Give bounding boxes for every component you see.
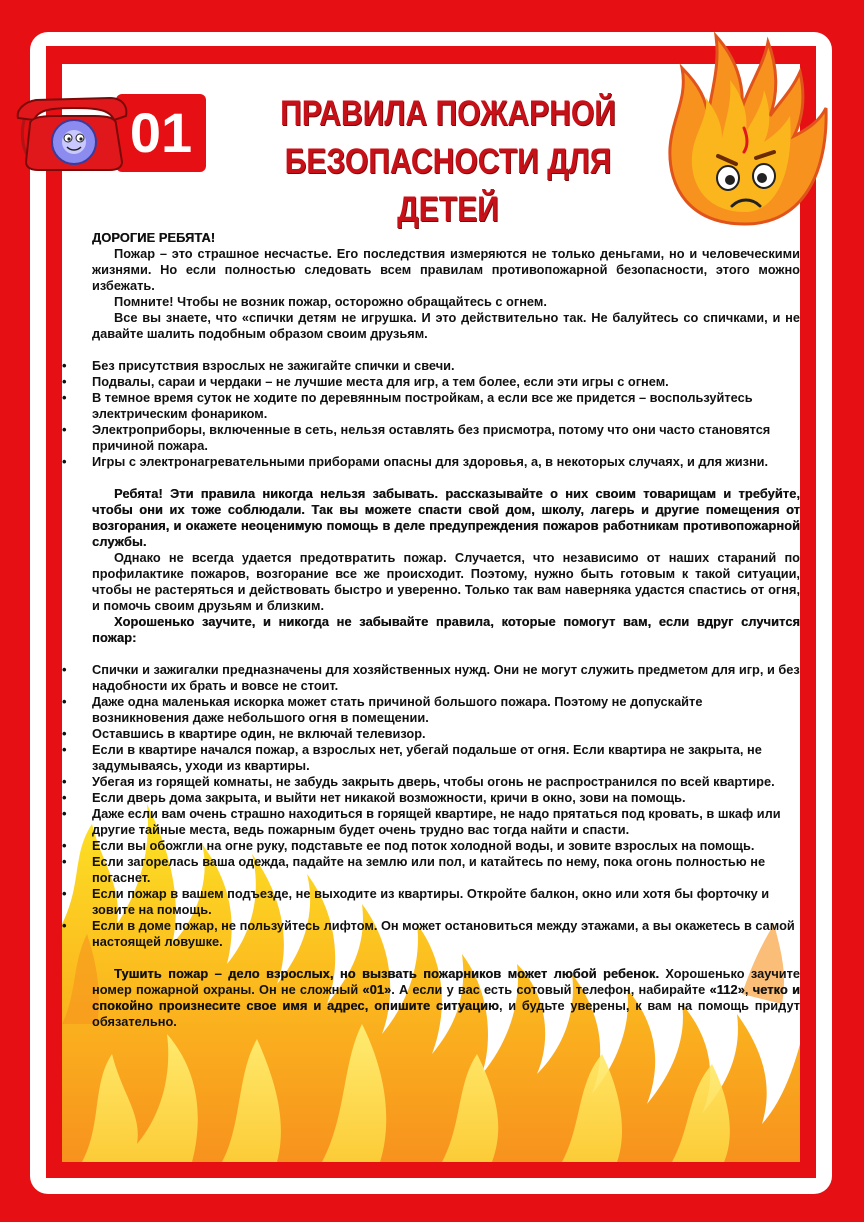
emphasis-paragraph: Ребята! Эти правила никогда нельзя забывать. рассказывайте о них своим товарищам и требуйте, чтобы они их тоже соблюдали. Так вы можете спасти свой дом, школу, лагерь и другие помещения от возгорания, и окажете неоценимую помощь в деле предупреждения пожаров работникам противопожарной службы. xyxy=(92,486,800,549)
body-text xyxy=(92,230,800,1030)
list-item: • Если пожар в вашем подъезде, не выходите из квартиры. Откройте балкон, окно или хотя бы форточку и зовите на помощь. xyxy=(70,886,800,918)
closing-lead: Тушить пожар – дело взрослых, но вызвать пожарников может любой ребенок. xyxy=(114,966,660,981)
closing-text: . А если у вас есть сотовый телефон, набирайте xyxy=(391,982,710,997)
list-item: • Если загорелась ваша одежда, падайте на землю или пол, и катайтесь по нему, пока огонь полностью не погаснет. xyxy=(70,854,800,886)
closing-text: , xyxy=(744,982,753,997)
telephone-icon xyxy=(14,90,132,174)
title-line: ПРАВИЛА ПОЖАРНОЙ xyxy=(280,94,616,133)
list-item: • Подвалы, сараи и чердаки – не лучшие места для игр, а тем более, если эти игры с огнем. xyxy=(70,374,800,390)
angry-flame-icon xyxy=(660,28,830,228)
greeting: ДОРОГИЕ РЕБЯТА! xyxy=(92,230,216,245)
list-item: • Если в доме пожар, не пользуйтесь лифтом. Он может остановиться между этажами, а вы окажетесь в самой настоящей ловушке. xyxy=(70,918,800,950)
title-line: БЕЗОПАСНОСТИ ДЛЯ ДЕТЕЙ xyxy=(284,142,612,229)
intro-paragraph: Помните! Чтобы не возник пожар, осторожно обращайтесь с огнем. xyxy=(114,294,547,309)
emphasis-paragraph: Хорошенько заучите, и никогда не забывайте правила, которые помогут вам, если вдруг случится пожар: xyxy=(92,614,800,645)
list-item: • Если дверь дома закрыта, и выйти нет никакой возможности, кричи в окно, зови на помощь. xyxy=(70,790,800,806)
intro-paragraph: Все вы знаете, что «спички детям не игрушка. И это действительно так. Не балуйтесь со спичками, и не давайте шалить подобным образом своим друзьям. xyxy=(92,310,800,341)
list-item: • Даже одна маленькая искорка может стать причиной большого пожара. Поэтому не допускайте возникновения даже небольшого огня в помещении. xyxy=(70,694,800,726)
closing-text: , и будьте уверены, к вам на помощь придут обязательно. xyxy=(92,998,800,1029)
emergency-number-badge: 01 xyxy=(116,94,206,172)
list-item: • Электроприборы, включенные в сеть, нельзя оставлять без присмотра, потому что они часто становятся причиной пожара. xyxy=(70,422,800,454)
list-item: • В темное время суток не ходите по деревянным постройкам, а если все же придется – воспользуйтесь электрическим фонариком. xyxy=(70,390,800,422)
list-item: • Если в квартире начался пожар, а взрослых нет, убегай подальше от огня. Если квартира не закрыта, не задумываясь, уходи из квартиры. xyxy=(70,742,800,774)
rules-list-first xyxy=(92,358,800,470)
list-item: • Если вы обожгли на огне руку, подставьте ее под поток холодной воды, и зовите взрослых на помощь. xyxy=(70,838,800,854)
list-item: • Оставшись в квартире один, не включай телевизор. xyxy=(70,726,800,742)
paragraph: Однако не всегда удается предотвратить пожар. Случается, что независимо от наших стараний по профилактике пожаров, возгорание все же происходит. Поэтому, нужно быть готовым к такой ситуации, чтобы не растеряться и действовать быстро и уверенно. Только так вам наверняка удастся спастись от огня, и помочь своим друзьям и близким. xyxy=(92,550,800,613)
closing-emphasis: четко и спокойно произнесите свое имя и адрес, опишите ситуацию xyxy=(92,982,800,1013)
intro-paragraph: Пожар – это страшное несчастье. Его последствия измеряются не только деньгами, но и человеческими жизнями. Но если полностью следовать всем правилам противопожарной безопасности, этого можно избежать. xyxy=(92,246,800,293)
list-item: • Даже если вам очень страшно находиться в горящей квартире, не надо прятаться под кровать, в шкаф или другие тайные места, ведь пожарным будет очень трудно вас тогда найти и спасти. xyxy=(70,806,800,838)
list-item: • Убегая из горящей комнаты, не забудь закрыть дверь, чтобы огонь не распространился по всей квартире. xyxy=(70,774,800,790)
list-item: • Игры с электронагревательными приборами опасны для здоровья, а, в некоторых случаях, и для жизни. xyxy=(70,454,800,470)
closing-text: Хорошенько заучите номер пожарной охраны. Он не сложный xyxy=(92,966,800,997)
emergency-number: «112» xyxy=(709,982,745,997)
list-item: • Без присутствия взрослых не зажигайте спички и свечи. xyxy=(70,358,800,374)
list-item: • Спички и зажигалки предназначены для хозяйственных нужд. Они не могут служить предметом для игр, и без надобности их брать и вовсе не стоит. xyxy=(70,662,800,694)
page-title xyxy=(259,90,637,234)
rules-list-second xyxy=(92,662,800,950)
closing-paragraph xyxy=(92,966,800,1030)
fire-number: «01» xyxy=(362,982,392,997)
